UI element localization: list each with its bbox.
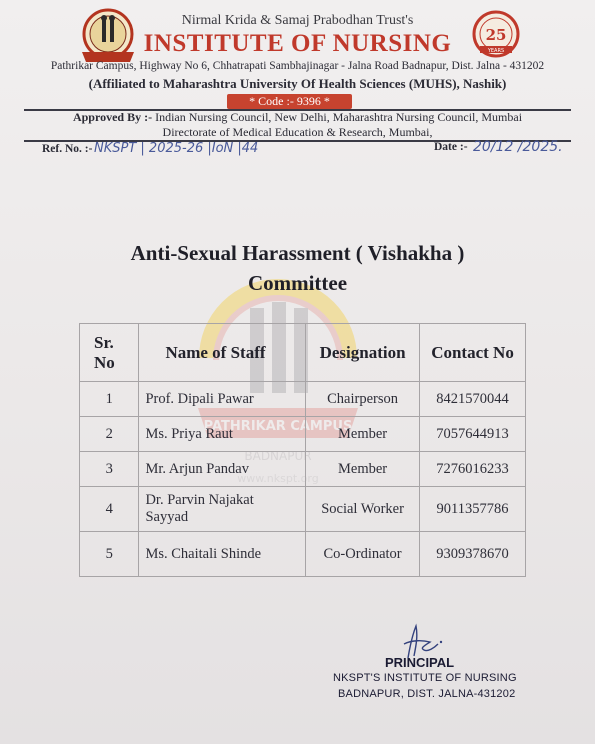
table-row	[80, 452, 526, 487]
header-sr-no: Sr. No	[80, 324, 139, 382]
table-row	[80, 532, 526, 577]
date-value: 20/12 /2025.	[473, 139, 563, 155]
watermark-website: www.nkspt.org	[237, 472, 319, 485]
cell-name: Ms. Priya Raut	[139, 417, 306, 452]
cell-sr: 5	[80, 532, 139, 577]
cell-name: Mr. Arjun Pandav	[139, 452, 306, 487]
title-line-1: Anti-Sexual Harassment ( Vishakha )	[130, 241, 465, 265]
header-designation: Designation	[306, 324, 420, 382]
approved-by	[0, 110, 595, 125]
stamp-address: BADNAPUR, DIST. JALNA-431202	[338, 688, 516, 700]
watermark-lower-text: BADNAPUR	[244, 449, 312, 463]
cell-sr: 2	[80, 417, 139, 452]
cell-name: Ms. Chaitali Shinde	[139, 532, 306, 577]
cell-sr: 4	[80, 487, 139, 532]
cell-sr: 1	[80, 382, 139, 417]
cell-contact: 8421570044	[420, 382, 526, 417]
principal-title: PRINCIPAL	[385, 655, 455, 670]
trust-name: Nirmal Krida & Samaj Prabodhan Trust's	[181, 13, 414, 28]
ref-number: NKSPT | 2025-26 |IoN |44	[94, 141, 259, 156]
cell-contact: 9011357786	[420, 487, 526, 532]
approved-text: Indian Nursing Council, New Delhi, Maharashtra Nursing Council, Mumbai	[152, 110, 523, 124]
cell-name: Prof. Dipali Pawar	[139, 382, 306, 417]
address: Pathrikar Campus, Highway No 6, Chhatrapati Sambhajinagar - Jalna Road Badnapur, Dist. Jalna - 431202	[50, 60, 545, 72]
anniversary-text: YEARS	[487, 48, 505, 54]
cell-designation: Member	[306, 452, 420, 487]
table-row	[80, 487, 526, 532]
cell-contact: 9309378670	[420, 532, 526, 577]
institute-title: INSTITUTE OF NURSING	[143, 30, 452, 57]
committee-table	[79, 323, 526, 577]
cell-name: Dr. Parvin Najakat Sayyad	[139, 487, 306, 532]
directorate: Directorate of Medical Education & Research, Mumbai,	[162, 125, 433, 139]
header-name: Name of Staff	[139, 324, 306, 382]
cell-designation: Member	[306, 417, 420, 452]
code-badge: * Code :- 9396 *	[227, 94, 352, 109]
approved-label: Approved By :-	[72, 110, 153, 124]
table-row	[80, 382, 526, 417]
affiliation: (Affiliated to Maharashtra University Of Health Sciences (MUHS), Nashik)	[88, 76, 507, 91]
date-label: Date :-	[434, 141, 468, 153]
watermark-arc-text: PATHRIKAR CAMPUS	[203, 419, 353, 434]
cell-sr: 3	[80, 452, 139, 487]
page-title	[0, 238, 595, 298]
header-contact: Contact No	[420, 324, 526, 382]
table-header-row	[80, 324, 526, 382]
anniversary-number: 25	[485, 26, 507, 44]
cell-contact: 7276016233	[420, 452, 526, 487]
stamp-institute: NKSPT'S INSTITUTE OF NURSING	[333, 672, 517, 684]
table-row	[80, 417, 526, 452]
title-line-2: Committee	[247, 271, 348, 295]
ref-label: Ref. No. :-	[42, 143, 93, 155]
cell-designation: Social Worker	[306, 487, 420, 532]
cell-designation: Chairperson	[306, 382, 420, 417]
cell-designation: Co-Ordinator	[306, 532, 420, 577]
cell-contact: 7057644913	[420, 417, 526, 452]
